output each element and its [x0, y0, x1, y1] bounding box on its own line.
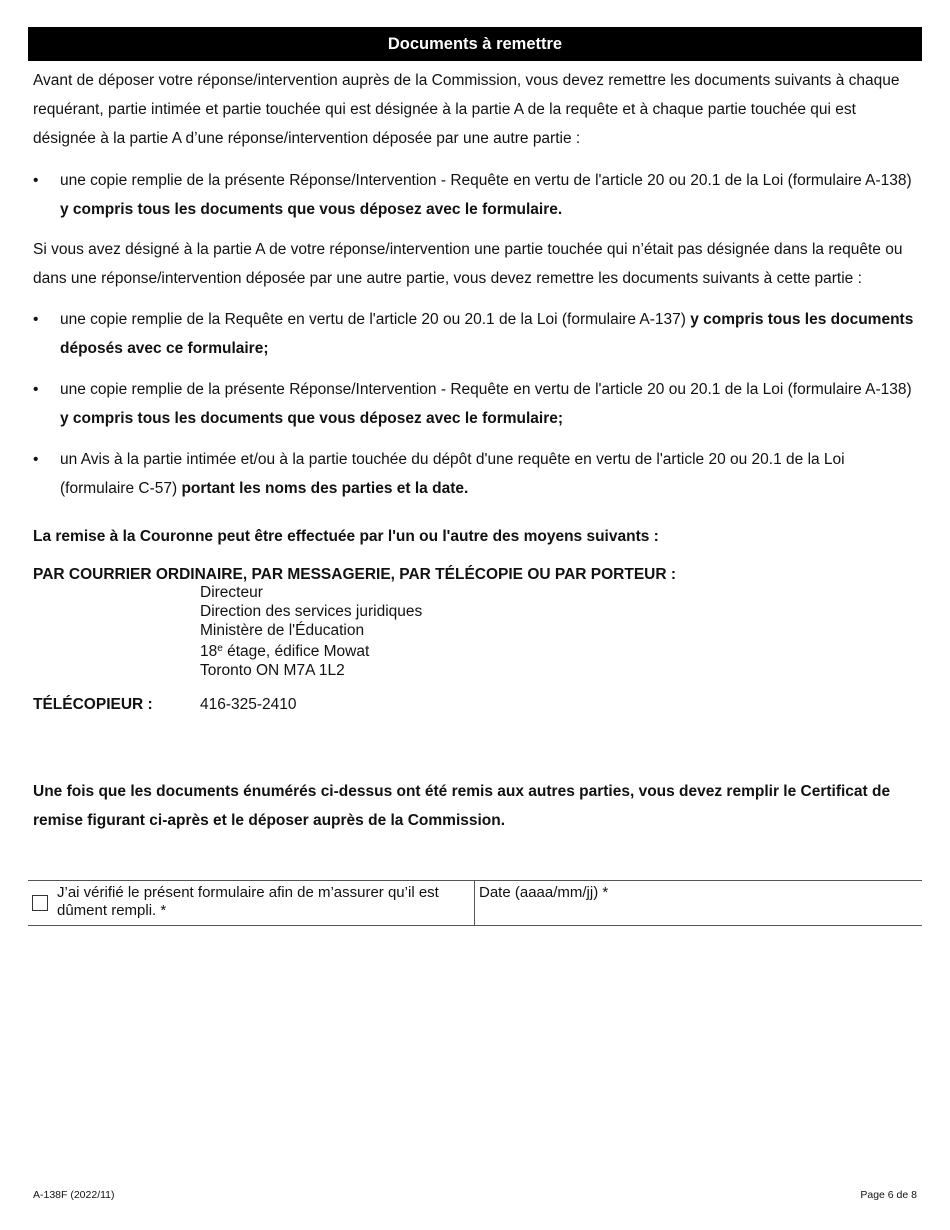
verification-cell: [28, 881, 475, 925]
address-line: Toronto ON M7A 1L2: [200, 662, 345, 680]
checkbox-label: J’ai vérifié le présent formulaire afin de m’assurer qu’il est dûment rempli. *: [57, 884, 439, 919]
address-line: Directeur: [200, 584, 263, 601]
verification-row: [28, 880, 922, 926]
list-item: [33, 375, 918, 433]
bullet-icon: •: [33, 451, 39, 468]
date-cell: [475, 881, 922, 925]
list-item-text: une copie remplie de la présente Réponse/Intervention - Requête en vertu de l'article 20 ou 20.1 de la Loi (formulaire A-138): [60, 381, 912, 398]
bullet-icon: •: [33, 381, 39, 398]
address-line: Direction des services juridiques: [200, 602, 423, 620]
closing-paragraph: Une fois que les documents énumérés ci-dessus ont été remis aux autres parties, vous devez remplir le Certificat de remise figurant ci-après et le déposer auprès de la Commission.: [33, 783, 891, 829]
list-item: [33, 305, 918, 363]
mailing-address: [200, 584, 422, 681]
list-item-bold: portant les noms des parties et la date.: [181, 480, 469, 497]
bullet-icon: •: [33, 172, 39, 189]
list-item-bold: y compris tous les documents que vous déposez avec le formulaire.: [60, 201, 563, 218]
bullet-icon: •: [33, 311, 39, 328]
list-item-text: une copie remplie de la présente Réponse/Intervention - Requête en vertu de l'article 20 ou 20.1 de la Loi (formulaire A-138): [60, 172, 912, 189]
verified-checkbox[interactable]: [32, 895, 48, 911]
form-code: A-138F (2022/11): [33, 1189, 115, 1201]
list-item: [33, 445, 918, 503]
section-header: [28, 27, 922, 61]
intro-paragraph: Avant de déposer votre réponse/intervention auprès de la Commission, vous devez remettre les documents suivants à chaque requérant, partie intimée et partie touchée qui est désignée à la partie A de la requête et à chaque partie touchée qui est désignée à la partie A d’une réponse/intervention déposée par une autre partie :: [33, 72, 900, 147]
fax-number: 416-325-2410: [200, 696, 297, 713]
list-item: [33, 166, 918, 224]
fax-label: TÉLÉCOPIEUR :: [33, 696, 153, 713]
service-heading: La remise à la Couronne peut être effectuée par l'un ou l'autre des moyens suivants :: [33, 528, 659, 545]
date-label: Date (aaaa/mm/jj) *: [479, 884, 609, 901]
list-item-bold: y compris tous les documents que vous déposez avec le formulaire;: [60, 410, 564, 427]
page-number: Page 6 de 8: [860, 1189, 917, 1201]
list-item-text: un Avis à la partie intimée et/ou à la partie touchée du dépôt d'une requête en vertu de l'article 20 ou 20.1 de la Loi (formulaire C-57): [60, 451, 845, 497]
list-item-text: une copie remplie de la Requête en vertu de l'article 20 ou 20.1 de la Loi (formulaire A-137): [60, 311, 691, 328]
list-item-bold: y compris tous les documents déposés avec ce formulaire;: [60, 311, 914, 357]
address-line: 18e étage, édifice Mowat: [200, 643, 370, 661]
date-input[interactable]: [479, 903, 913, 923]
address-line: Ministère de l'Éducation: [200, 621, 365, 639]
section-title: Documents à remettre: [387, 34, 563, 53]
delivery-heading: PAR COURRIER ORDINAIRE, PAR MESSAGERIE, PAR TÉLÉCOPIE OU PAR PORTEUR :: [33, 566, 677, 583]
second-paragraph: Si vous avez désigné à la partie A de votre réponse/intervention une partie touchée qui n’était pas désignée dans la requête ou dans une réponse/intervention déposée par une autre partie, vous devez remettre les documents suivants à cette partie :: [33, 241, 903, 287]
